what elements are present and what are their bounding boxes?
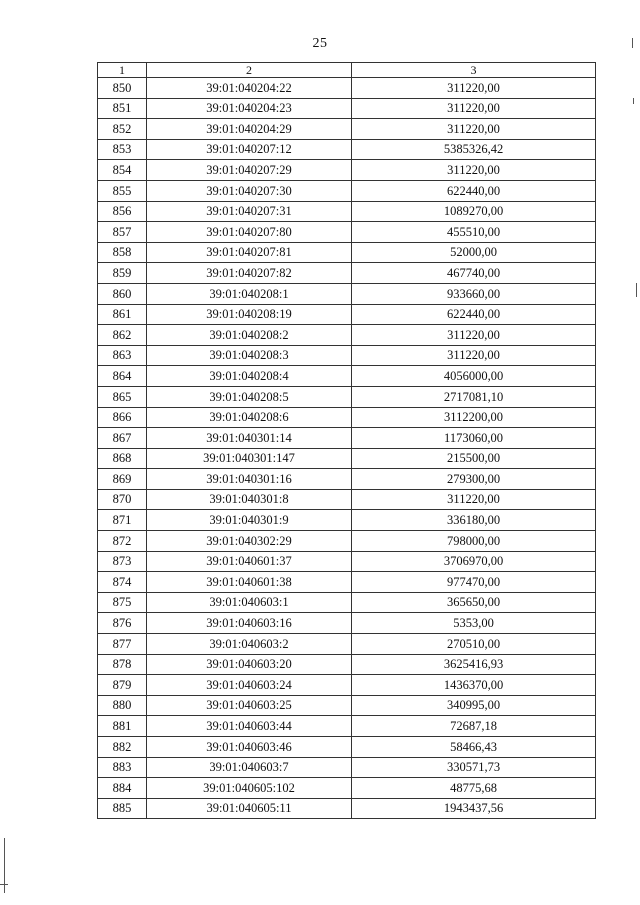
cadastral-number-cell: 39:01:040603:44	[147, 716, 352, 737]
table-row	[98, 510, 596, 531]
row-number-cell: 869	[98, 469, 147, 490]
value-cell: 340995,00	[352, 695, 596, 716]
cadastral-number-cell: 39:01:040301:8	[147, 489, 352, 510]
row-number-cell: 877	[98, 634, 147, 655]
value-cell: 3706970,00	[352, 551, 596, 572]
scan-mark	[636, 283, 637, 297]
cadastral-number-cell: 39:01:040207:80	[147, 222, 352, 243]
table-row	[98, 551, 596, 572]
value-cell: 311220,00	[352, 489, 596, 510]
scan-mark	[632, 38, 633, 48]
table-row	[98, 345, 596, 366]
value-cell: 3625416,93	[352, 654, 596, 675]
header-col-1: 1	[98, 63, 147, 78]
value-cell: 311220,00	[352, 119, 596, 140]
value-cell: 1943437,56	[352, 798, 596, 819]
row-number-cell: 865	[98, 386, 147, 407]
cadastral-number-cell: 39:01:040208:6	[147, 407, 352, 428]
table-row	[98, 737, 596, 758]
table-row	[98, 78, 596, 99]
value-cell: 1436370,00	[352, 675, 596, 696]
cadastral-number-cell: 39:01:040207:29	[147, 160, 352, 181]
table-row	[98, 654, 596, 675]
cadastral-number-cell: 39:01:040603:46	[147, 737, 352, 758]
table-row	[98, 263, 596, 284]
table-row	[98, 634, 596, 655]
row-number-cell: 879	[98, 675, 147, 696]
cadastral-number-cell: 39:01:040207:82	[147, 263, 352, 284]
value-cell: 311220,00	[352, 98, 596, 119]
row-number-cell: 862	[98, 325, 147, 346]
row-number-cell: 861	[98, 304, 147, 325]
value-cell: 977470,00	[352, 572, 596, 593]
table-row	[98, 180, 596, 201]
value-cell: 467740,00	[352, 263, 596, 284]
cadastral-number-cell: 39:01:040603:2	[147, 634, 352, 655]
cadastral-number-cell: 39:01:040603:1	[147, 592, 352, 613]
scan-mark	[633, 98, 634, 104]
table-row	[98, 757, 596, 778]
table-body	[98, 78, 596, 819]
row-number-cell: 882	[98, 737, 147, 758]
table-header	[98, 63, 596, 78]
row-number-cell: 883	[98, 757, 147, 778]
cadastral-number-cell: 39:01:040301:9	[147, 510, 352, 531]
table-row	[98, 448, 596, 469]
cadastral-number-cell: 39:01:040605:102	[147, 778, 352, 799]
table-row	[98, 325, 596, 346]
value-cell: 5353,00	[352, 613, 596, 634]
cadastral-number-cell: 39:01:040301:147	[147, 448, 352, 469]
table-row	[98, 469, 596, 490]
cadastral-number-cell: 39:01:040603:7	[147, 757, 352, 778]
cadastral-number-cell: 39:01:040603:16	[147, 613, 352, 634]
row-number-cell: 851	[98, 98, 147, 119]
row-number-cell: 855	[98, 180, 147, 201]
value-cell: 58466,43	[352, 737, 596, 758]
cadastral-number-cell: 39:01:040603:20	[147, 654, 352, 675]
table-row	[98, 160, 596, 181]
row-number-cell: 880	[98, 695, 147, 716]
value-cell: 48775,68	[352, 778, 596, 799]
cadastral-number-cell: 39:01:040605:11	[147, 798, 352, 819]
table-row	[98, 139, 596, 160]
cadastral-number-cell: 39:01:040302:29	[147, 531, 352, 552]
table-row	[98, 572, 596, 593]
cadastral-number-cell: 39:01:040208:4	[147, 366, 352, 387]
table-row	[98, 613, 596, 634]
table-row	[98, 242, 596, 263]
value-cell: 330571,73	[352, 757, 596, 778]
row-number-cell: 870	[98, 489, 147, 510]
value-cell: 270510,00	[352, 634, 596, 655]
scan-mark	[0, 884, 8, 885]
value-cell: 336180,00	[352, 510, 596, 531]
header-col-2: 2	[147, 63, 352, 78]
table-row	[98, 531, 596, 552]
table-row	[98, 366, 596, 387]
table-row	[98, 119, 596, 140]
table-row	[98, 283, 596, 304]
value-cell: 52000,00	[352, 242, 596, 263]
table-row	[98, 778, 596, 799]
value-cell: 215500,00	[352, 448, 596, 469]
table-row	[98, 98, 596, 119]
row-number-cell: 853	[98, 139, 147, 160]
header-row	[98, 63, 596, 78]
value-cell: 4056000,00	[352, 366, 596, 387]
cadastral-number-cell: 39:01:040601:37	[147, 551, 352, 572]
cadastral-number-cell: 39:01:040301:16	[147, 469, 352, 490]
table-row	[98, 798, 596, 819]
cadastral-number-cell: 39:01:040204:22	[147, 78, 352, 99]
row-number-cell: 878	[98, 654, 147, 675]
page-number: 25	[312, 36, 328, 51]
row-number-cell: 885	[98, 798, 147, 819]
cadastral-number-cell: 39:01:040603:25	[147, 695, 352, 716]
cadastral-number-cell: 39:01:040207:31	[147, 201, 352, 222]
cadastral-number-cell: 39:01:040207:81	[147, 242, 352, 263]
value-cell: 1173060,00	[352, 428, 596, 449]
row-number-cell: 876	[98, 613, 147, 634]
value-cell: 798000,00	[352, 531, 596, 552]
value-cell: 311220,00	[352, 78, 596, 99]
table-row	[98, 716, 596, 737]
value-cell: 622440,00	[352, 304, 596, 325]
value-cell: 311220,00	[352, 325, 596, 346]
value-cell: 2717081,10	[352, 386, 596, 407]
table-row	[98, 695, 596, 716]
value-cell: 365650,00	[352, 592, 596, 613]
row-number-cell: 856	[98, 201, 147, 222]
cadastral-number-cell: 39:01:040208:3	[147, 345, 352, 366]
value-cell: 311220,00	[352, 160, 596, 181]
row-number-cell: 857	[98, 222, 147, 243]
cadastral-number-cell: 39:01:040207:12	[147, 139, 352, 160]
table-row	[98, 407, 596, 428]
cadastral-number-cell: 39:01:040204:23	[147, 98, 352, 119]
cadastral-number-cell: 39:01:040208:19	[147, 304, 352, 325]
row-number-cell: 859	[98, 263, 147, 284]
row-number-cell: 868	[98, 448, 147, 469]
table-row	[98, 489, 596, 510]
table-row	[98, 592, 596, 613]
cadastral-number-cell: 39:01:040204:29	[147, 119, 352, 140]
cadastral-number-cell: 39:01:040208:2	[147, 325, 352, 346]
row-number-cell: 871	[98, 510, 147, 531]
value-cell: 622440,00	[352, 180, 596, 201]
cadastral-number-cell: 39:01:040208:5	[147, 386, 352, 407]
table-row	[98, 675, 596, 696]
cadastral-number-cell: 39:01:040208:1	[147, 283, 352, 304]
table-row	[98, 201, 596, 222]
row-number-cell: 881	[98, 716, 147, 737]
row-number-cell: 854	[98, 160, 147, 181]
table-row	[98, 386, 596, 407]
value-cell: 455510,00	[352, 222, 596, 243]
row-number-cell: 874	[98, 572, 147, 593]
row-number-cell: 866	[98, 407, 147, 428]
row-number-cell: 875	[98, 592, 147, 613]
row-number-cell: 864	[98, 366, 147, 387]
cadastral-number-cell: 39:01:040301:14	[147, 428, 352, 449]
cadastral-number-cell: 39:01:040207:30	[147, 180, 352, 201]
row-number-cell: 863	[98, 345, 147, 366]
value-cell: 1089270,00	[352, 201, 596, 222]
value-cell: 5385326,42	[352, 139, 596, 160]
header-col-3: 3	[352, 63, 596, 78]
row-number-cell: 860	[98, 283, 147, 304]
row-number-cell: 872	[98, 531, 147, 552]
value-cell: 72687,18	[352, 716, 596, 737]
value-cell: 311220,00	[352, 345, 596, 366]
row-number-cell: 858	[98, 242, 147, 263]
cadastral-number-cell: 39:01:040601:38	[147, 572, 352, 593]
row-number-cell: 850	[98, 78, 147, 99]
table-row	[98, 304, 596, 325]
table-row	[98, 222, 596, 243]
row-number-cell: 852	[98, 119, 147, 140]
row-number-cell: 884	[98, 778, 147, 799]
row-number-cell: 867	[98, 428, 147, 449]
cadastral-number-cell: 39:01:040603:24	[147, 675, 352, 696]
value-cell: 933660,00	[352, 283, 596, 304]
row-number-cell: 873	[98, 551, 147, 572]
table-row	[98, 428, 596, 449]
value-cell: 3112200,00	[352, 407, 596, 428]
registry-table	[97, 62, 596, 819]
value-cell: 279300,00	[352, 469, 596, 490]
